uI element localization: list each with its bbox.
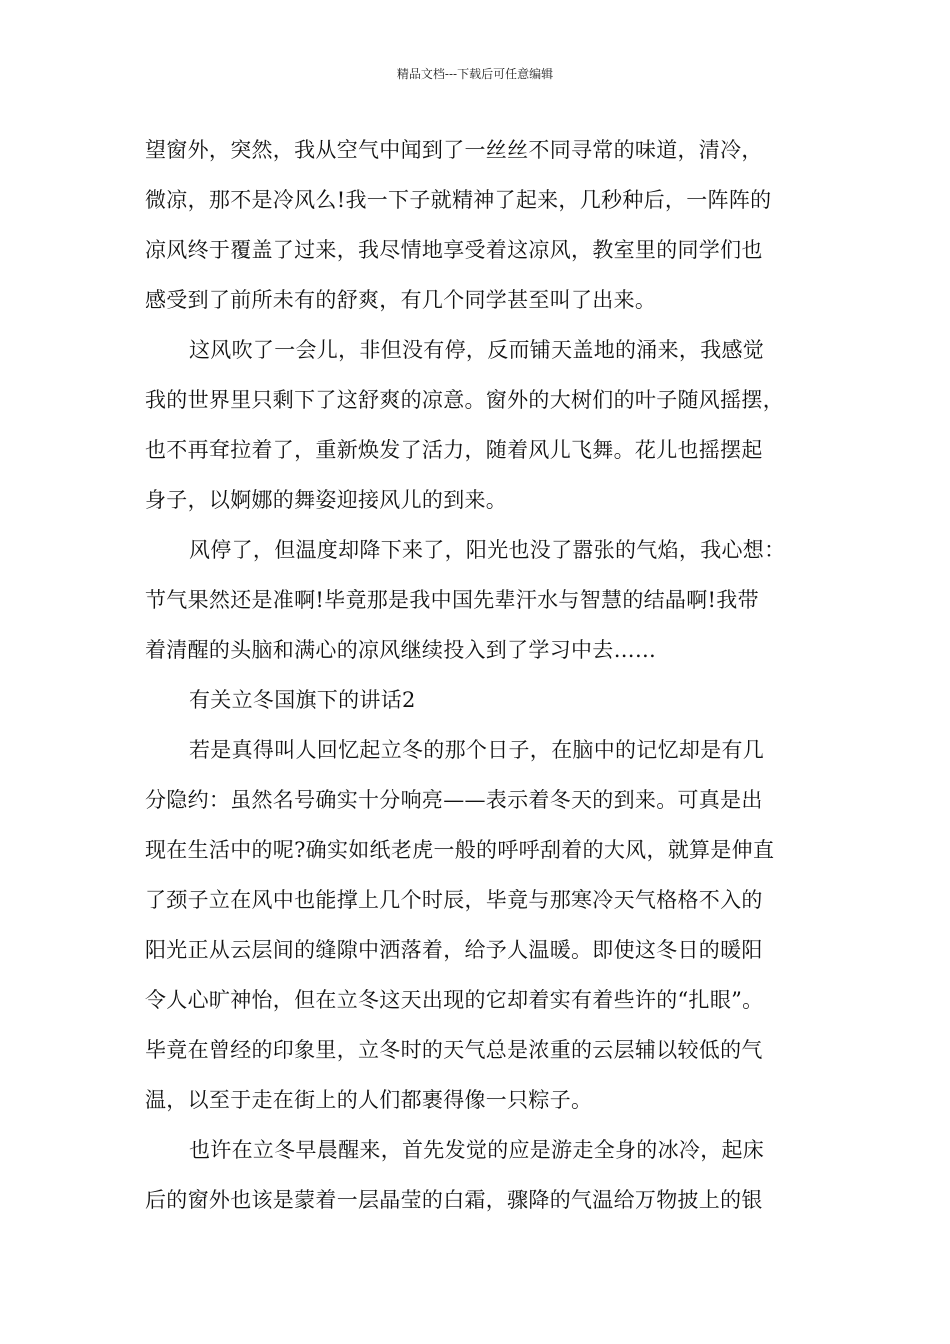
text-line: 也许在立冬早晨醒来，首先发觉的应是游走全身的冰冷，起床 (189, 1138, 765, 1162)
text-line: 凉风终于覆盖了过来，我尽情地享受着这凉风，教室里的同学们也 (145, 238, 763, 262)
text-line: 我的世界里只剩下了这舒爽的凉意。窗外的大树们的叶子随风摇摆， (145, 388, 784, 412)
body-text (145, 125, 810, 1225)
text-line: 也不再耷拉着了，重新焕发了活力，随着风儿飞舞。花儿也摇摆起 (145, 438, 763, 462)
text-line: 感受到了前所未有的舒爽，有几个同学甚至叫了出来。 (145, 288, 657, 312)
text-line: 这风吹了一会儿，非但没有停，反而铺天盖地的涌来，我感觉 (189, 338, 765, 362)
text-line: 阳光正从云层间的缝隙中洒落着，给予人温暖。即使这冬日的暖阳 (145, 938, 763, 962)
text-line: 毕竟在曾经的印象里，立冬时的天气总是浓重的云层辅以较低的气 (145, 1038, 763, 1062)
text-line: 令人心旷神怡，但在立冬这天出现的它却着实有着些许的“扎眼”。 (145, 988, 764, 1012)
page-header: 精品文档---下载后可任意编辑 (396, 67, 554, 81)
text-line: 着清醒的头脑和满心的凉风继续投入到了学习中去…… (145, 638, 657, 662)
text-line: 微凉，那不是冷风么!我一下子就精神了起来，几秒种后，一阵阵的 (145, 188, 772, 212)
text-line: 节气果然还是准啊!毕竟那是我中国先辈汗水与智慧的结晶啊!我带 (145, 588, 759, 612)
text-line: 身子，以婀娜的舞姿迎接风儿的到来。 (145, 488, 508, 512)
text-line: 分隐约：虽然名号确实十分响亮——表示着冬天的到来。可真是出 (145, 788, 763, 812)
text-line: 风停了，但温度却降下来了，阳光也没了嚣张的气焰，我心想： (189, 538, 786, 562)
text-line: 温，以至于走在街上的人们都裹得像一只粽子。 (145, 1088, 593, 1112)
text-line: 现在生活中的呢?确实如纸老虎一般的呼呼刮着的大风，就算是伸直 (145, 838, 775, 862)
text-line: 后的窗外也该是蒙着一层晶莹的白霜，骤降的气温给万物披上的银 (145, 1188, 763, 1212)
text-line: 了颈子立在风中也能撑上几个时辰，毕竟与那寒冷天气格格不入的 (145, 888, 763, 912)
text-line: 若是真得叫人回忆起立冬的那个日子，在脑中的记忆却是有几 (189, 738, 765, 762)
section-heading: 有关立冬国旗下的讲话2 (189, 688, 416, 712)
text-line: 望窗外，突然，我从空气中闻到了一丝丝不同寻常的味道，清冷， (145, 138, 763, 162)
